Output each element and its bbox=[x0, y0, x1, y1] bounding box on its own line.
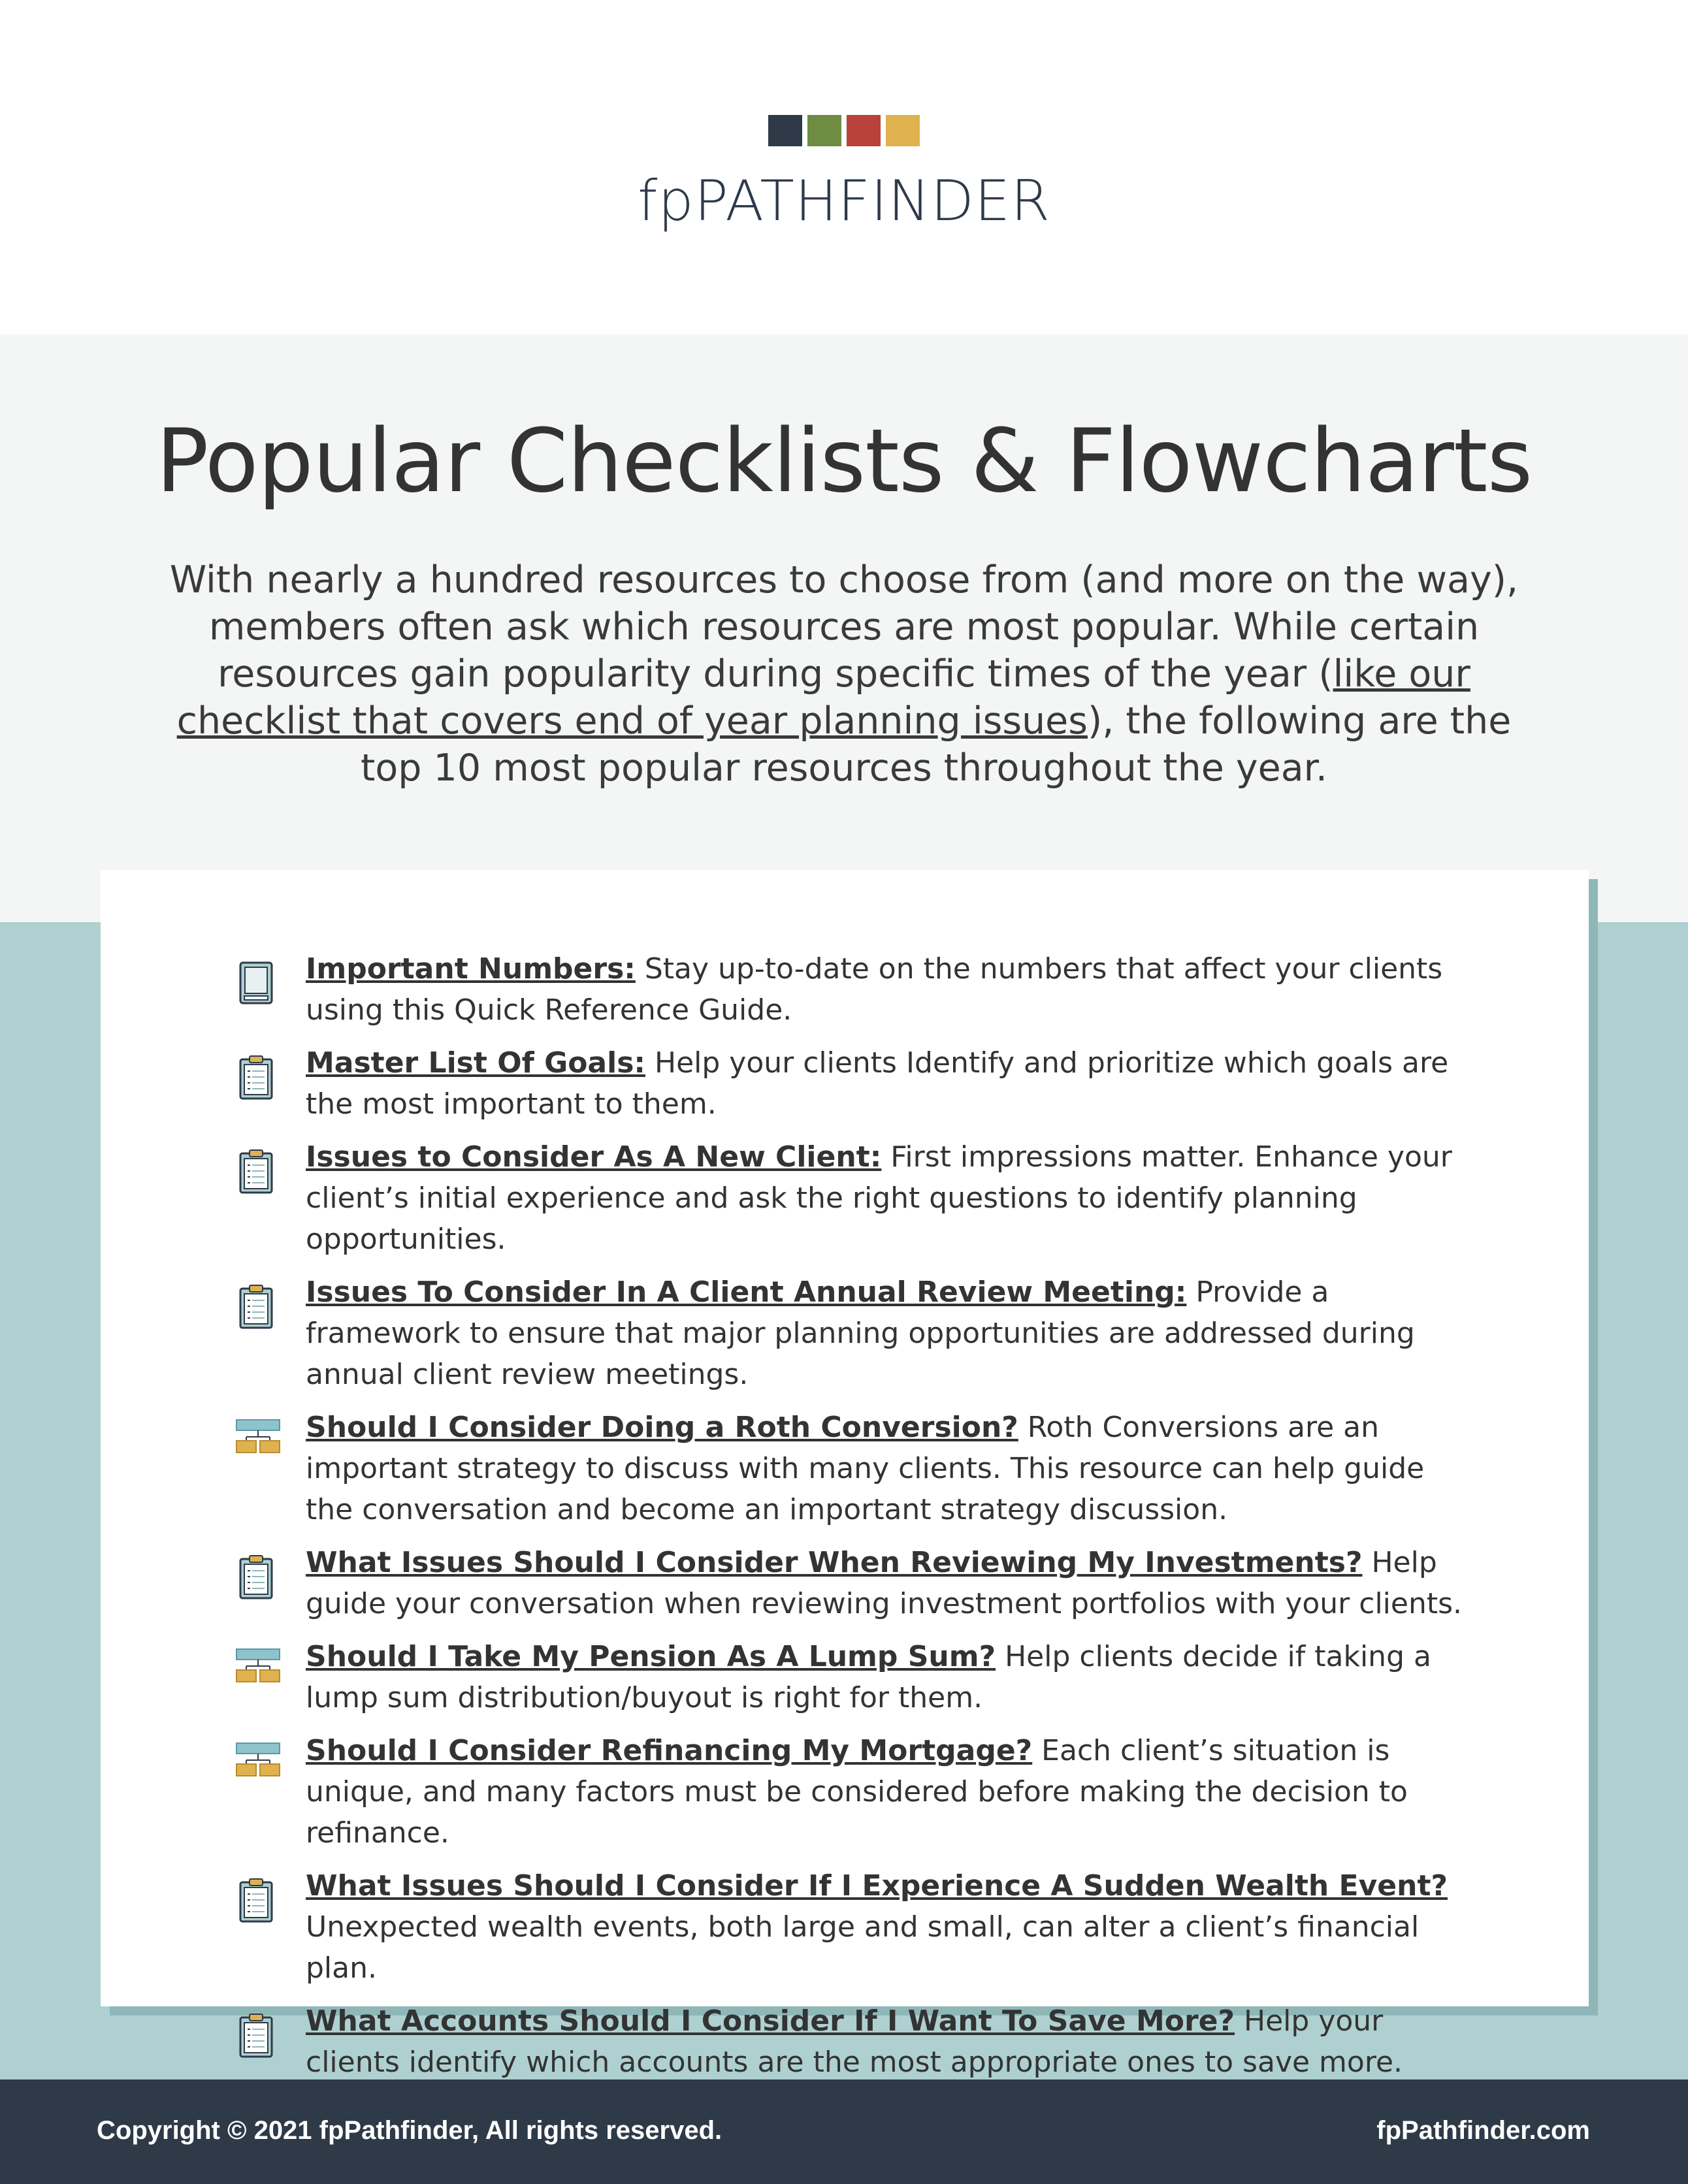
logo-block-green bbox=[807, 115, 841, 146]
list-item bbox=[235, 1542, 1463, 1624]
resource-description: Stay up-to-date on the numbers that affect your clients using this Quick Reference Guide. bbox=[306, 952, 1443, 1027]
list-item bbox=[235, 1136, 1463, 1260]
resource-title-link[interactable]: Issues To Consider In A Client Annual Review Meeting: bbox=[306, 1276, 1187, 1309]
page-title: Popular Checklists & Flowcharts bbox=[155, 410, 1533, 512]
intro-text-before: With nearly a hundred resources to choose from (and more on the way), members often ask which resources are most popular. While certain resources gain popularity during specific times of the year ( bbox=[169, 558, 1519, 696]
resource-description: Roth Conversions are an important strategy to discuss with many clients. This resource can help guide the conversation and become an important strategy discussion. bbox=[306, 1411, 1425, 1526]
list-item bbox=[235, 1730, 1463, 1854]
list-item bbox=[235, 1042, 1463, 1125]
brand-name: fpPATHFINDER bbox=[637, 169, 1051, 234]
resource-description: First impressions matter. Enhance your client’s initial experience and ask the right questions to identify planning opportunities. bbox=[306, 1140, 1452, 1256]
list-item bbox=[235, 1272, 1463, 1395]
end-of-year-checklist-link[interactable]: like our checklist that covers end of year planning issues bbox=[176, 652, 1470, 743]
logo-block-gold bbox=[886, 115, 920, 146]
resource-title-link[interactable]: Important Numbers: bbox=[306, 952, 636, 986]
book-icon bbox=[235, 960, 277, 1007]
list-item bbox=[235, 1636, 1463, 1718]
resource-title-link[interactable]: What Accounts Should I Consider If I Want To Save More? bbox=[306, 2004, 1235, 2038]
logo-icon bbox=[768, 115, 920, 146]
checklist-icon bbox=[235, 1554, 277, 1601]
resource-description: Help your clients Identify and prioritize which goals are the most important to them. bbox=[306, 1046, 1449, 1121]
resource-title-link[interactable]: Should I Consider Doing a Roth Conversion? bbox=[306, 1411, 1018, 1444]
resource-description: Help your clients identify which accounts are the most appropriate ones to save more. bbox=[306, 2004, 1403, 2079]
resource-list bbox=[235, 948, 1463, 2095]
checklist-icon bbox=[235, 2012, 277, 2059]
resource-title-link[interactable]: Issues to Consider As A New Client: bbox=[306, 1140, 882, 1174]
resource-description: Each client’s situation is unique, and many factors must be considered before making the decision to refinance. bbox=[306, 1734, 1408, 1850]
list-item bbox=[235, 948, 1463, 1031]
intro-text-after: ), the following are the top 10 most popular resources throughout the year. bbox=[361, 699, 1512, 790]
logo-block-navy bbox=[768, 115, 802, 146]
resource-title-link[interactable]: Should I Consider Refinancing My Mortgage? bbox=[306, 1734, 1033, 1767]
flowchart-icon bbox=[235, 1742, 277, 1789]
copyright-text: Copyright © 2021 fpPathfinder, All rights reserved. bbox=[97, 2116, 722, 2145]
list-item bbox=[235, 2000, 1463, 2083]
resource-title-link[interactable]: What Issues Should I Consider When Reviewing My Investments? bbox=[306, 1546, 1363, 1579]
checklist-icon bbox=[235, 1054, 277, 1101]
resource-title-link[interactable]: Should I Take My Pension As A Lump Sum? bbox=[306, 1640, 996, 1673]
flowchart-icon bbox=[235, 1648, 277, 1695]
checklist-icon bbox=[235, 1877, 277, 1924]
checklist-icon bbox=[235, 1148, 277, 1195]
resource-description: Provide a framework to ensure that major planning opportunities are addressed during annual client review meetings. bbox=[306, 1276, 1415, 1391]
site-link[interactable]: fpPathfinder.com bbox=[1376, 2116, 1590, 2145]
header bbox=[0, 0, 1688, 334]
list-item bbox=[235, 1865, 1463, 1989]
checklist-icon bbox=[235, 1283, 277, 1330]
resource-description: Unexpected wealth events, both large and small, can alter a client’s financial plan. bbox=[306, 1910, 1420, 1985]
logo-block-red bbox=[847, 115, 881, 146]
resource-description: Help clients decide if taking a lump sum distribution/buyout is right for them. bbox=[306, 1640, 1431, 1714]
list-item bbox=[235, 1407, 1463, 1530]
intro-paragraph bbox=[157, 556, 1531, 792]
resource-title-link[interactable]: What Issues Should I Consider If I Experience A Sudden Wealth Event? bbox=[306, 1869, 1448, 1903]
resource-title-link[interactable]: Master List Of Goals: bbox=[306, 1046, 645, 1080]
resource-description: Help guide your conversation when reviewing investment portfolios with your clients. bbox=[306, 1546, 1463, 1620]
flowchart-icon bbox=[235, 1419, 277, 1466]
